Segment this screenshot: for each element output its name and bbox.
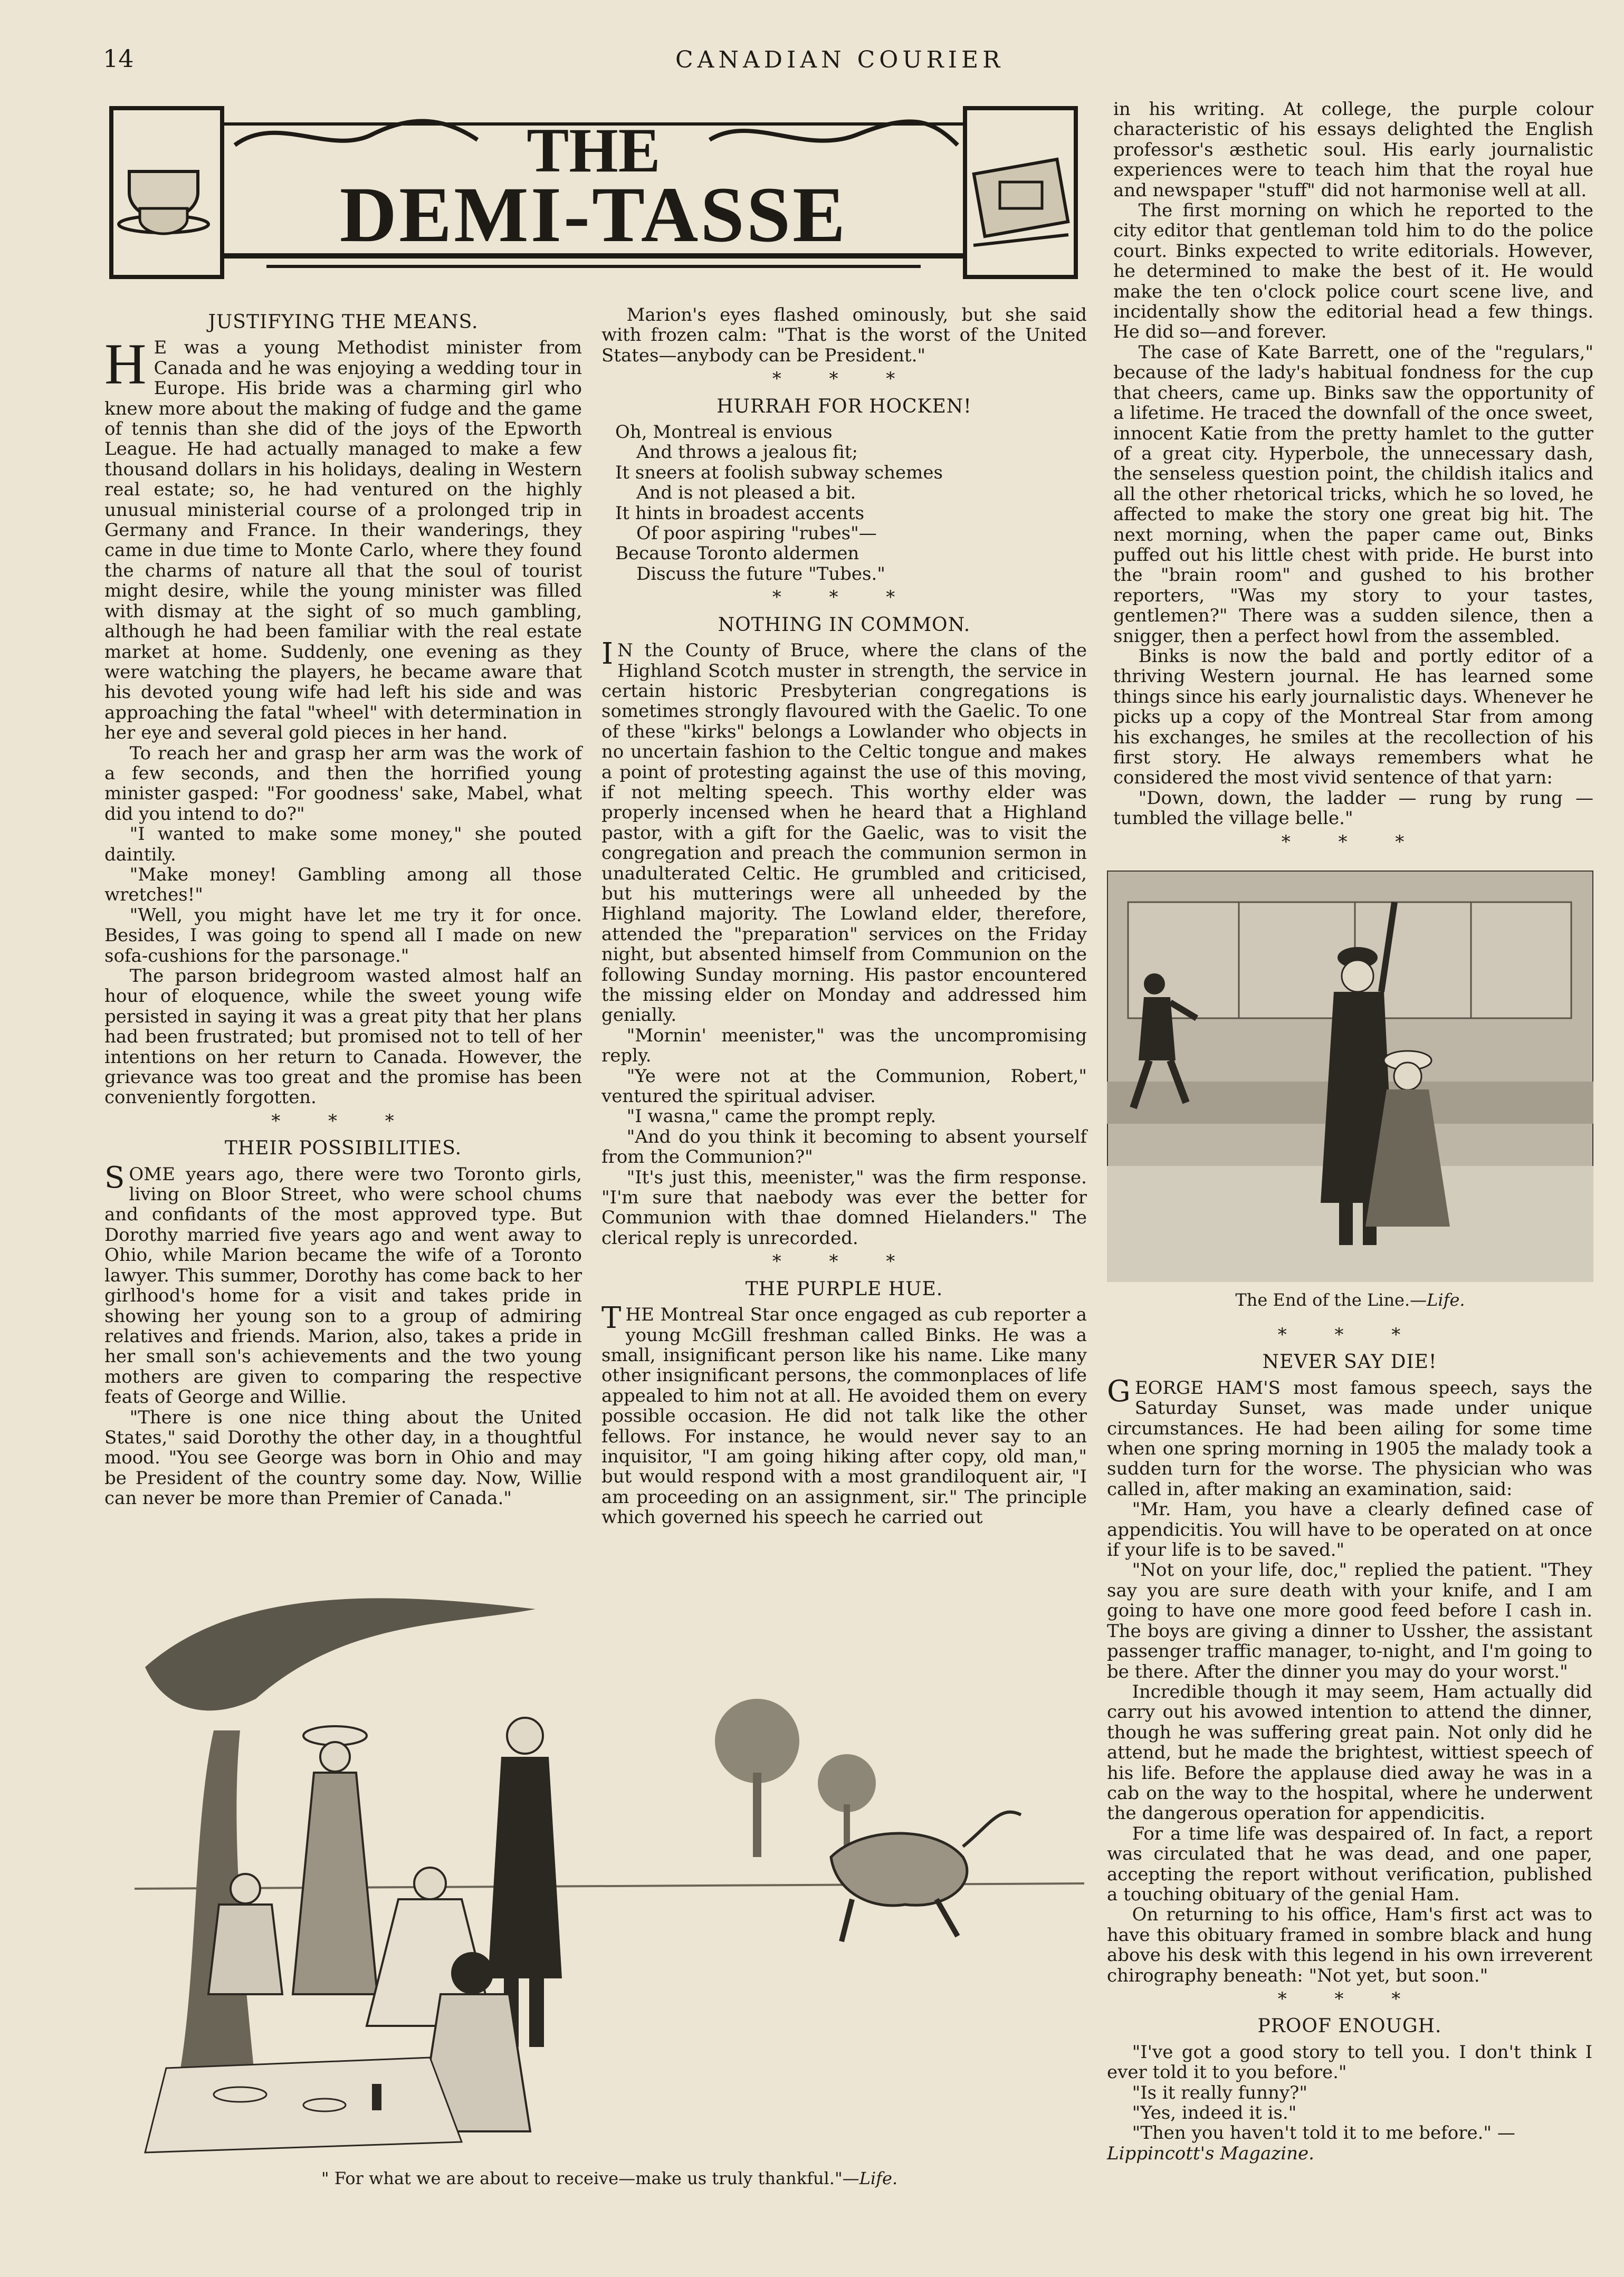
article-paragraph: "Make money! Gambling among all those wretches!" — [104, 864, 582, 906]
section-separator: * * * — [772, 368, 916, 390]
article-paragraph: H E was a young Methodist minister from Canada and he was enjoying a wedding tour in Europe. His bride was a charming girl who knew more about the making of fudge and the game of tennis than she did of the joys of the Epworth League. He had actually managed to make a few thousand dollars in his holidays, dealing in Western real estate; so, he had ventured on the highly unusual ministerial course of a prolonged trip in Germany and France. In their wanderings, they came in due time to Monte Carlo, where they found the charms of nature all that the soul of tourist might desire, while the young minister was filled with dismay at the sight of so much gambling, although he had been familiar with the real estate market at home. Suddenly, one evening as they were watching the players, he became aware that his devoted young wife had left his side and was approaching the fatal "wheel" with determination in her eye and several gold pieces in her hand. — [104, 332, 582, 744]
article-paragraph: "And do you think it becoming to absent yourself from the Communion?" — [601, 1126, 1087, 1168]
section-separator: * * * — [1277, 1988, 1422, 2010]
column-1 — [104, 305, 582, 1509]
article-paragraph: "Mr. Ham, you have a clearly defined case of appendicitis. You will have to be operated on at once if your life is to be saved." — [1107, 1499, 1592, 1561]
page-number: 14 — [103, 44, 134, 73]
demi-tasse-banner — [108, 103, 1079, 282]
picnic-illustration — [135, 1562, 1084, 2163]
article-paragraph: Marion's eyes flashed ominously, but she said with frozen calm: "That is the worst of the United States—anybody can be President." — [601, 304, 1087, 366]
article-paragraph: THE Montreal Star once engaged as cub reporter a young McGill freshman called Binks. He was a small, insignificant person like his name. Like many other insignificant persons, the commonplaces of life appealed to him not at all. He avoided them on every possible occasion. He did not talk like the other fellows. For instance, he would never say to an inquisitor, "I am going hiking after copy, old man," but would respond with a most grandiloquent air, "I am proceeding on an assignment, sir." The principle which governed his speech he carried out — [601, 1301, 1087, 1528]
article-title: HURRAH FOR HOCKEN! — [717, 395, 972, 417]
article-paragraph: Binks is now the bald and portly editor of a thriving Western journal. He has learned some things since his early journalistic days. Whenever he picks up a copy of the Montreal Star from among his exchanges, he smiles at the recollection of his first story. He always remembers what he considered the most vivid sentence of that yarn: — [1113, 645, 1593, 789]
streetcar-illustration — [1107, 870, 1593, 1282]
article-paragraph: "Is it really funny?" — [1132, 2082, 1308, 2103]
article-paragraph: The first morning on which he reported to the city editor that gentleman told him to do the police court. Binks expected to write editorials. However, he determined to make the best of it. He would make the ten o'clock police court scene live, and incidentally show the editorial head a few things. He did so—and forever. — [1113, 200, 1593, 343]
drop-cap: S — [104, 1160, 125, 1195]
article-paragraph: SOME years ago, there were two Toronto girls, living on Bloor Street, who were school chums and confidants of the most approved type. But Dorothy married five years ago and went away to Ohio, while Marion became the wife of a Toronto lawyer. This summer, Dorothy has come back to her girlhood's home for a visit and takes pride in showing her young son to a group of admiring relatives and friends. Marion, also, takes a pride in her small son's achievements and the two young mothers are given to comparing the respective feats of George and Willie. — [104, 1160, 582, 1408]
article-source: Lippincott's Magazine. — [1107, 2142, 1314, 2164]
article-paragraph: "I wanted to make some money," she pouted daintily. — [104, 824, 582, 865]
article-paragraph: Incredible though it may seem, Ham actually did carry out his avowed intention to attend the dinner, though he was suffering great pain. Not only did he attend, but he made the brightest, wittiest speech of his life. Before the applause died away he was in a cab on the way to the hospital, where he underwent the dangerous operation for appendicitis. — [1107, 1681, 1592, 1824]
article-paragraph: "Then you haven't told it to me before." — — [1132, 2122, 1515, 2144]
article-paragraph: "Not on your life, doc," replied the patient. "They say you are sure death with your knife, and I am going to have one more good feed before I cash in. The boys are giving a dinner to Ussher, the assistant passenger traffic manager, to-night, and I'm going to be there. After the dinner you may do your worst." — [1107, 1560, 1592, 1682]
article-paragraph: "I've got a good story to tell you. I don't think I ever told it to you before." — [1107, 2041, 1592, 2083]
teacup-icon — [119, 171, 208, 234]
article-paragraph: "There is one nice thing about the United States," said Dorothy the other day, in a thoughtful mood. "You see George was born in Ohio and may be President of the country some day. Now, Willie can never be more than Premier of Canada." — [104, 1407, 582, 1509]
distant-trees — [715, 1699, 876, 1862]
article-paragraph: "Yes, indeed it is." — [1132, 2102, 1297, 2124]
poem-line: It sneers at foolish subway schemes — [615, 462, 943, 483]
article-title: THEIR POSSIBILITIES. — [224, 1137, 462, 1160]
drop-cap: G — [1107, 1374, 1131, 1409]
banner-line2: DEMI-TASSE — [339, 171, 848, 259]
banner-line1: THE — [527, 115, 661, 185]
article-paragraph: in his writing. At college, the purple colour characteristic of his essays delighted the English professor's æsthetic soul. His early journalistic experiences were to teach him that the royal hue and newspaper "stuff" did not harmonise well at all. — [1113, 99, 1593, 201]
poem-line: And throws a jealous fit; — [636, 442, 858, 463]
article-paragraph: "Ye were not at the Communion, Robert," ventured the spiritual adviser. — [601, 1065, 1087, 1107]
article-title: PROOF ENOUGH. — [1257, 2015, 1442, 2037]
section-separator: * * * — [1277, 1324, 1422, 1345]
article-paragraph: "I wasna," came the prompt reply. — [626, 1106, 937, 1127]
poem-line: Of poor aspiring "rubes"— — [636, 523, 877, 544]
article-paragraph: For a time life was despaired of. In fact, a report was circulated that he was dead, and one paper, accepting the report without verification, published a touching obituary of the genial Ham. — [1107, 1823, 1592, 1905]
drop-cap: I — [601, 637, 614, 672]
article-paragraph: GEORGE HAM'S most famous speech, says the Saturday Sunset, was made under unique circumstances. He had been ailing for some time when one spring morning in 1905 the malady took a sudden turn for the worse. The physician who was called in, after making an examination, said: — [1107, 1374, 1592, 1500]
article-paragraph: "Mornin' meenister," was the uncompromising reply. — [601, 1025, 1087, 1067]
article-paragraph: The case of Kate Barrett, one of the "regulars," because of the lady's habitual fondness for the cup that cheers, came up. Binks saw the opportunity of a lifetime. He traced the downfall of the once sweet, innocent Katie from the pretty hamlet to the gutter of a great city. Hyperbole, the unnecessary dash, the senseless question point, the childish italics and all the other rhetorical tricks, which he so loved, he affected to make the story one great big hit. The next morning, when the paper came out, Binks puffed out his little chest with pride. He burst into the "brain room" and gushed to his brother reporters, "Was my story to your tastes, gentlemen?" There was a sudden silence, then a snigger, then a perfect howl from the assembled. — [1113, 341, 1593, 647]
picnic-cloth — [145, 2058, 462, 2152]
column-2 — [601, 305, 1087, 1528]
article-paragraph: On returning to his office, Ham's first act was to have this obituary framed in sombre black and hung above his desk with this legend in his own irreverent chirography beneath: "Not yet, but soon." — [1107, 1904, 1592, 1986]
column-4 — [1107, 1322, 1592, 2164]
drop-cap: H — [104, 332, 147, 397]
section-separator: * * * — [1281, 831, 1426, 853]
poem-line: Oh, Montreal is envious — [615, 422, 833, 443]
article-title: NOTHING IN COMMON. — [718, 614, 971, 636]
poem-line: Discuss the future "Tubes." — [636, 563, 885, 585]
column-3 — [1113, 99, 1593, 852]
article-title: NEVER SAY DIE! — [1262, 1351, 1437, 1373]
article-paragraph: "Down, down, the ladder — rung by rung — tumbled the village belle." — [1113, 787, 1593, 829]
article-paragraph: The parson bridegroom wasted almost half an hour of eloquence, while the sweet young wife persisted in saying it was a great pity that her plans had been frustrated; but promised not to tell of her intentions on her return to Canada. However, the grievance was too great and the promise has been conveniently forgotten. — [104, 965, 582, 1108]
streetcar-caption: The End of the Line.—Life. — [1235, 1290, 1465, 1310]
poem — [615, 422, 1087, 584]
article-paragraph: To reach her and grasp her arm was the work of a few seconds, and then the horrified young minister gasped: "For goodness' sake, Mabel, what did you intend to do?" — [104, 742, 582, 825]
article-title: THE PURPLE HUE. — [745, 1278, 943, 1300]
article-paragraph: I N the County of Bruce, where the clans of the Highland Scotch muster in strength, the service in certain historic Presbyterian congregations is sometimes strongly flavoured with the Gaelic. To one of these "kirks" belongs a Lowlander who objects in no uncertain fashion to the Celtic tongue and makes a point of protesting against the use of this moving, if not melting speech. This worthy elder was properly incensed when he heard that a Highland pastor, with a gift for the Gaelic, was to visit the congregation and preach the communion sermon in unadulterated Celtic. He grumbled and criticised, but his mutterings were all unheeded by the Highland majority. The Lowland elder, therefore, attended the "preparation" services on the Friday night, but absented himself from Communion on the following Sunday morning. His pastor encountered the missing elder on Monday and addressed him genially. — [601, 637, 1087, 1026]
poem-line: And is not pleased a bit. — [636, 482, 856, 504]
standing-woman-figure — [293, 1726, 377, 1994]
article-title: JUSTIFYING THE MEANS. — [208, 311, 479, 333]
article-paragraph: "Well, you might have let me try it for once. Besides, I was going to spend all I made on new sofa-cushions for the parsonage." — [104, 904, 582, 967]
section-separator: * * * — [772, 587, 916, 608]
poem-line: Because Toronto aldermen — [615, 543, 859, 565]
picnic-caption: " For what we are about to receive—make us truly thankful."—Life. — [321, 2168, 898, 2188]
article-paragraph: "It's just this, meenister," was the firm response. "I'm sure that naebody was ever the better for Communion with thae domned Hielanders." The clerical reply is unrecorded. — [601, 1166, 1087, 1249]
bull-figure — [831, 1812, 1021, 1941]
section-separator: * * * — [772, 1251, 916, 1273]
running-head: CANADIAN COURIER — [675, 46, 1005, 73]
drop-cap: T — [601, 1301, 622, 1336]
poem-line: It hints in broadest accents — [615, 502, 865, 524]
cigar-box-icon — [973, 159, 1068, 245]
section-separator: * * * — [271, 1110, 415, 1132]
